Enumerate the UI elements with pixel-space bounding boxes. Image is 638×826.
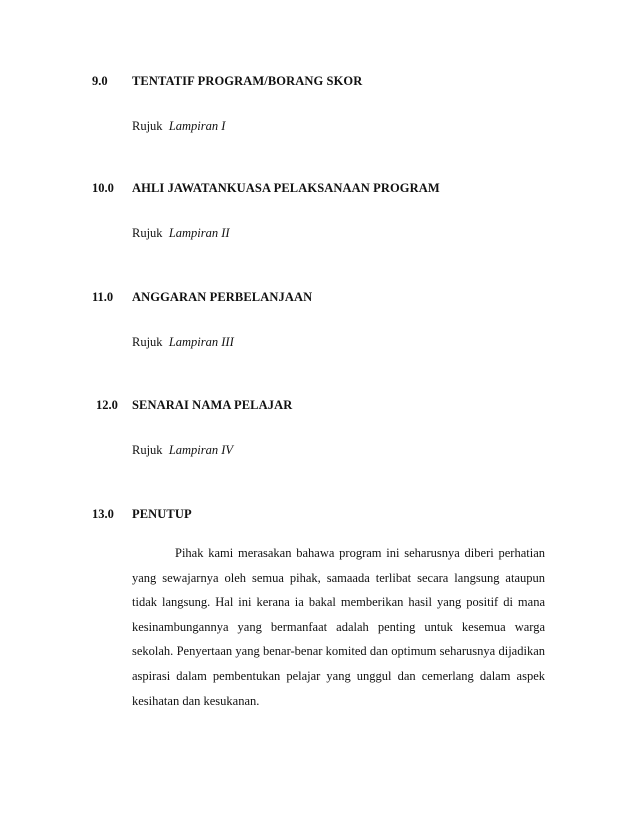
closing-paragraph: Pihak kami merasakan bahawa program ini seharusnya diberi perhatian yang sewajarnya oleh semua pihak, samaada terlibat secara langsung ataupun tidak langsung. Hal ini kerana ia bakal memberikan hasil yang positif di mana kesinambungannya yang bermanfaat adalah penting untuk kesemua warga sekolah. Penyertaan yang benar-benar komited dan optimum seharusnya dijadikan aspirasi dalam pembentukan pelajar yang unggul dan cemerlang dalam aspek kesihatan dan kesukanan.: [132, 546, 545, 708]
reference-label: Rujuk: [132, 335, 163, 349]
section-number-12: 12.0: [96, 398, 118, 412]
section-number-9: 9.0: [92, 74, 108, 88]
section-title-12: SENARAI NAMA PELAJAR: [132, 398, 293, 412]
section-number-11: 11.0: [92, 290, 114, 304]
reference-appendix: Lampiran III: [168, 335, 234, 349]
section-reference-10: [132, 226, 230, 241]
section-title-9: TENTATIF PROGRAM/BORANG SKOR: [132, 74, 363, 88]
section-title-10: AHLI JAWATANKUASA PELAKSANAAN PROGRAM: [132, 181, 440, 195]
reference-appendix: Lampiran II: [168, 226, 230, 240]
section-reference-12: [132, 443, 233, 458]
section-reference-9: [132, 119, 225, 134]
reference-label: Rujuk: [132, 226, 163, 240]
reference-label: Rujuk: [132, 443, 163, 457]
section-title-13: PENUTUP: [132, 507, 192, 521]
reference-appendix: Lampiran IV: [168, 443, 234, 457]
section-reference-11: [132, 335, 234, 350]
section-number-10: 10.0: [92, 181, 114, 195]
reference-label: Rujuk: [132, 119, 163, 133]
section-title-11: ANGGARAN PERBELANJAAN: [132, 290, 313, 304]
reference-appendix: Lampiran I: [168, 119, 226, 133]
section-number-13: 13.0: [92, 507, 114, 521]
